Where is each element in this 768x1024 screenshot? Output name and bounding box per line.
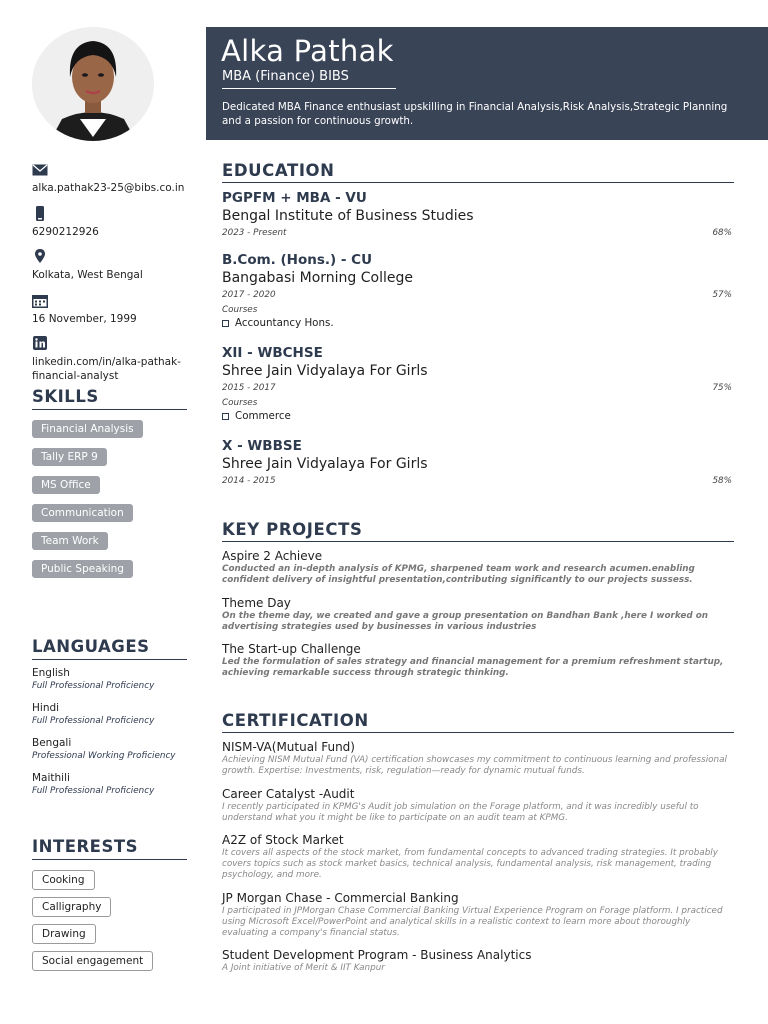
birthday-text: 16 November, 1999	[32, 312, 137, 325]
languages-heading: LANGUAGES	[32, 637, 187, 660]
certification-title: Student Development Program - Business Analytics	[222, 948, 532, 962]
contact-linkedin	[32, 336, 192, 383]
project-title: Aspire 2 Achieve	[222, 549, 323, 563]
location-text: Kolkata, West Bengal	[32, 269, 143, 281]
language-item	[32, 702, 202, 727]
profile-photo	[32, 27, 154, 141]
course-text: Commerce	[235, 410, 291, 422]
language-name: Hindi	[32, 702, 60, 714]
interest-tag: Calligraphy	[32, 897, 111, 917]
certification-description: A Joint initiative of Merit & IIT Kanpur	[222, 963, 385, 973]
language-item	[32, 667, 202, 692]
degree: XII - WBCHSE	[222, 345, 323, 361]
languages-list	[32, 667, 202, 807]
skill-tag: Public Speaking	[32, 560, 133, 578]
period: 2015 - 2017	[222, 383, 276, 393]
period: 2014 - 2015	[222, 476, 276, 486]
certification-description: It covers all aspects of the stock market, from fundamental concepts to advanced trading strategies. It probably covers topics such as stock market basics, technical analysis, fundamental analysis, risk management, trading psychology, and more.	[222, 848, 718, 880]
project-item	[222, 596, 732, 633]
skill-tag: MS Office	[32, 476, 100, 494]
language-name: Bengali	[32, 737, 72, 749]
contact-phone	[32, 206, 192, 240]
certification-item	[222, 833, 732, 880]
candidate-name: Alka Pathak	[221, 34, 394, 68]
course-item	[222, 410, 732, 422]
interests-heading: INTERESTS	[32, 837, 187, 860]
education-item	[222, 252, 732, 329]
courses-label: Courses	[222, 305, 258, 315]
education-item	[222, 190, 732, 240]
score: 58%	[712, 476, 732, 486]
language-name: Maithili	[32, 772, 70, 784]
interests-list	[32, 870, 202, 978]
education-meta	[222, 228, 732, 240]
header-banner	[206, 27, 768, 140]
contact-birthday	[32, 293, 192, 327]
interest-tag: Social engagement	[32, 951, 153, 971]
degree: X - WBBSE	[222, 438, 302, 454]
project-title: Theme Day	[222, 596, 291, 610]
course-text: Accountancy Hons.	[235, 317, 334, 329]
certification-item	[222, 948, 732, 974]
language-level: Professional Working Proficiency	[32, 751, 176, 761]
location-icon	[32, 249, 192, 266]
certification-description: Achieving NISM Mutual Fund (VA) certification showcases my commitment to continuous learning and professional growth. Expertise: Investments, risk, regulation—ready for dynamic mutual funds.	[222, 755, 727, 776]
degree: PGPFM + MBA - VU	[222, 190, 367, 206]
calendar-icon	[32, 293, 192, 310]
skill-tag: Team Work	[32, 532, 108, 550]
course-item	[222, 317, 732, 329]
interest-tag: Cooking	[32, 870, 95, 890]
project-item	[222, 549, 732, 586]
period: 2023 - Present	[222, 228, 287, 238]
score: 75%	[712, 383, 732, 393]
certification-item	[222, 787, 732, 824]
education-item	[222, 438, 732, 488]
education-heading: EDUCATION	[222, 161, 734, 183]
skill-tag: Communication	[32, 504, 133, 522]
institution: Shree Jain Vidyalaya For Girls	[222, 363, 428, 379]
email-icon	[32, 162, 192, 179]
education-meta	[222, 383, 732, 395]
period: 2017 - 2020	[222, 290, 276, 300]
certification-heading: CERTIFICATION	[222, 711, 734, 733]
certification-title: Career Catalyst -Audit	[222, 787, 355, 801]
language-level: Full Professional Proficiency	[32, 681, 155, 691]
language-name: English	[32, 667, 70, 679]
candidate-role: MBA (Finance) BIBS	[222, 69, 396, 89]
project-description: On the theme day, we created and gave a group presentation on Bandhan Bank ,here I worked on advertising strategies used by businesses in various industries	[222, 611, 709, 632]
bullet-icon	[222, 413, 229, 420]
language-item	[32, 737, 202, 762]
language-level: Full Professional Proficiency	[32, 716, 155, 726]
certification-description: I recently participated in KPMG's Audit job simulation on the Forage platform, and it was incredibly useful to understand what you it might be like to participate on an audit team at KPMG.	[222, 802, 699, 823]
skill-tag: Financial Analysis	[32, 420, 143, 438]
contact-list	[32, 162, 192, 393]
project-title: The Start-up Challenge	[222, 642, 361, 656]
education-item	[222, 345, 732, 422]
profile-photo-illustration	[32, 27, 154, 141]
project-description: Conducted an in-depth analysis of KPMG, sharpened team work and research acumen.enabling confident delivery of insightful presentation,contributing significantly to our projects sussess.	[222, 564, 695, 585]
phone-text[interactable]: 6290212926	[32, 225, 99, 238]
institution: Shree Jain Vidyalaya For Girls	[222, 456, 428, 472]
education-meta	[222, 476, 732, 488]
linkedin-text[interactable]: linkedin.com/in/alka-pathak-financial-analyst	[32, 356, 181, 382]
phone-icon	[32, 206, 192, 223]
certification-title: A2Z of Stock Market	[222, 833, 344, 847]
interest-tag: Drawing	[32, 924, 96, 944]
project-description: Led the formulation of sales strategy and financial management for a premium refreshment startup, achieving remarkable success through strategic thinking.	[222, 657, 724, 678]
education-meta	[222, 290, 732, 302]
linkedin-icon	[32, 336, 192, 353]
certification-title: JP Morgan Chase - Commercial Banking	[222, 891, 459, 905]
skill-tag: Tally ERP 9	[32, 448, 107, 466]
certification-title: NISM-VA(Mutual Fund)	[222, 740, 355, 754]
courses-label: Courses	[222, 398, 258, 408]
profile-summary: Dedicated MBA Finance enthusiast upskilling in Financial Analysis,Risk Analysis,Strategic Planning and a passion for continuous growth.	[222, 101, 728, 127]
contact-location	[32, 249, 192, 283]
certification-item	[222, 891, 732, 938]
degree: B.Com. (Hons.) - CU	[222, 252, 373, 268]
bullet-icon	[222, 320, 229, 327]
projects-heading: KEY PROJECTS	[222, 520, 734, 542]
certification-description: I participated in JPMorgan Chase Commercial Banking Virtual Experience Program on Forage platform. I practiced using Microsoft Excel/PowerPoint and analytical skills in a realistic context to learn more about thoroughly evaluating a company's financial status.	[222, 906, 723, 938]
language-item	[32, 772, 202, 797]
certification-item	[222, 740, 732, 777]
institution: Bangabasi Morning College	[222, 270, 413, 286]
language-level: Full Professional Proficiency	[32, 786, 155, 796]
contact-email	[32, 162, 192, 196]
score: 68%	[712, 228, 732, 238]
skills-list	[32, 420, 192, 588]
project-item	[222, 642, 732, 679]
skills-heading: SKILLS	[32, 387, 187, 410]
email-text[interactable]: alka.pathak23-25@bibs.co.in	[32, 182, 185, 194]
institution: Bengal Institute of Business Studies	[222, 208, 474, 224]
score: 57%	[712, 290, 732, 300]
